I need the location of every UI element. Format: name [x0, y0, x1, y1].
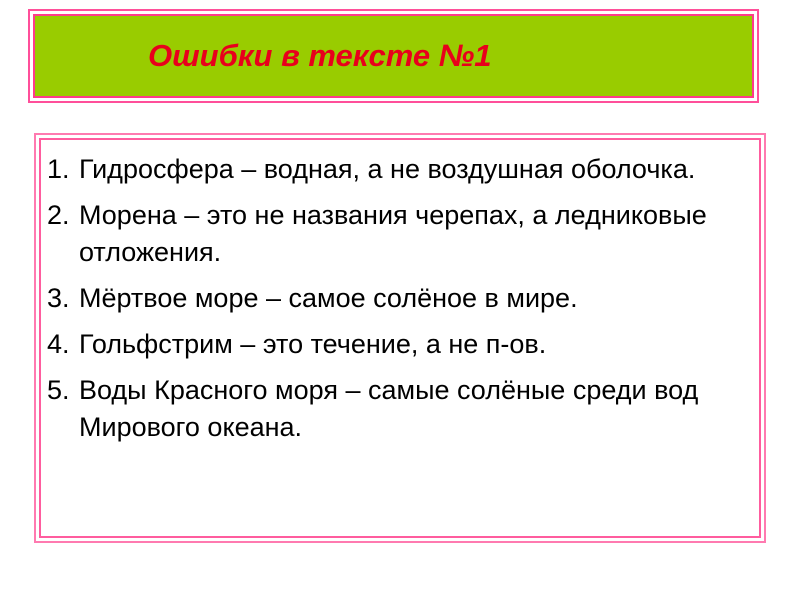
list-item-text: Воды Красного моря – самые солёные среди вод Мирового океана.	[79, 375, 699, 442]
list-item-number: 5.	[47, 375, 70, 405]
list-item-number: 1.	[47, 154, 70, 184]
list-item-text: Мёртвое море – самое солёное в мире.	[79, 283, 578, 313]
slide-title: Ошибки в тексте №1	[148, 38, 492, 73]
errors-list	[47, 151, 747, 455]
list-item	[47, 372, 747, 446]
list-item	[47, 326, 747, 363]
list-item	[47, 280, 747, 317]
list-item-text: Гидросфера – водная, а не воздушная оболочка.	[79, 154, 696, 184]
list-item-number: 4.	[47, 329, 70, 359]
list-item-number: 3.	[47, 283, 70, 313]
list-item-text: Гольфстрим – это течение, а не п-ов.	[79, 329, 547, 359]
title-banner	[33, 14, 754, 98]
list-item	[47, 151, 747, 188]
list-item-text: Морена – это не названия черепах, а ледниковые отложения.	[79, 200, 707, 267]
list-item	[47, 197, 747, 271]
list-item-number: 2.	[47, 200, 70, 230]
content-panel	[39, 138, 761, 538]
